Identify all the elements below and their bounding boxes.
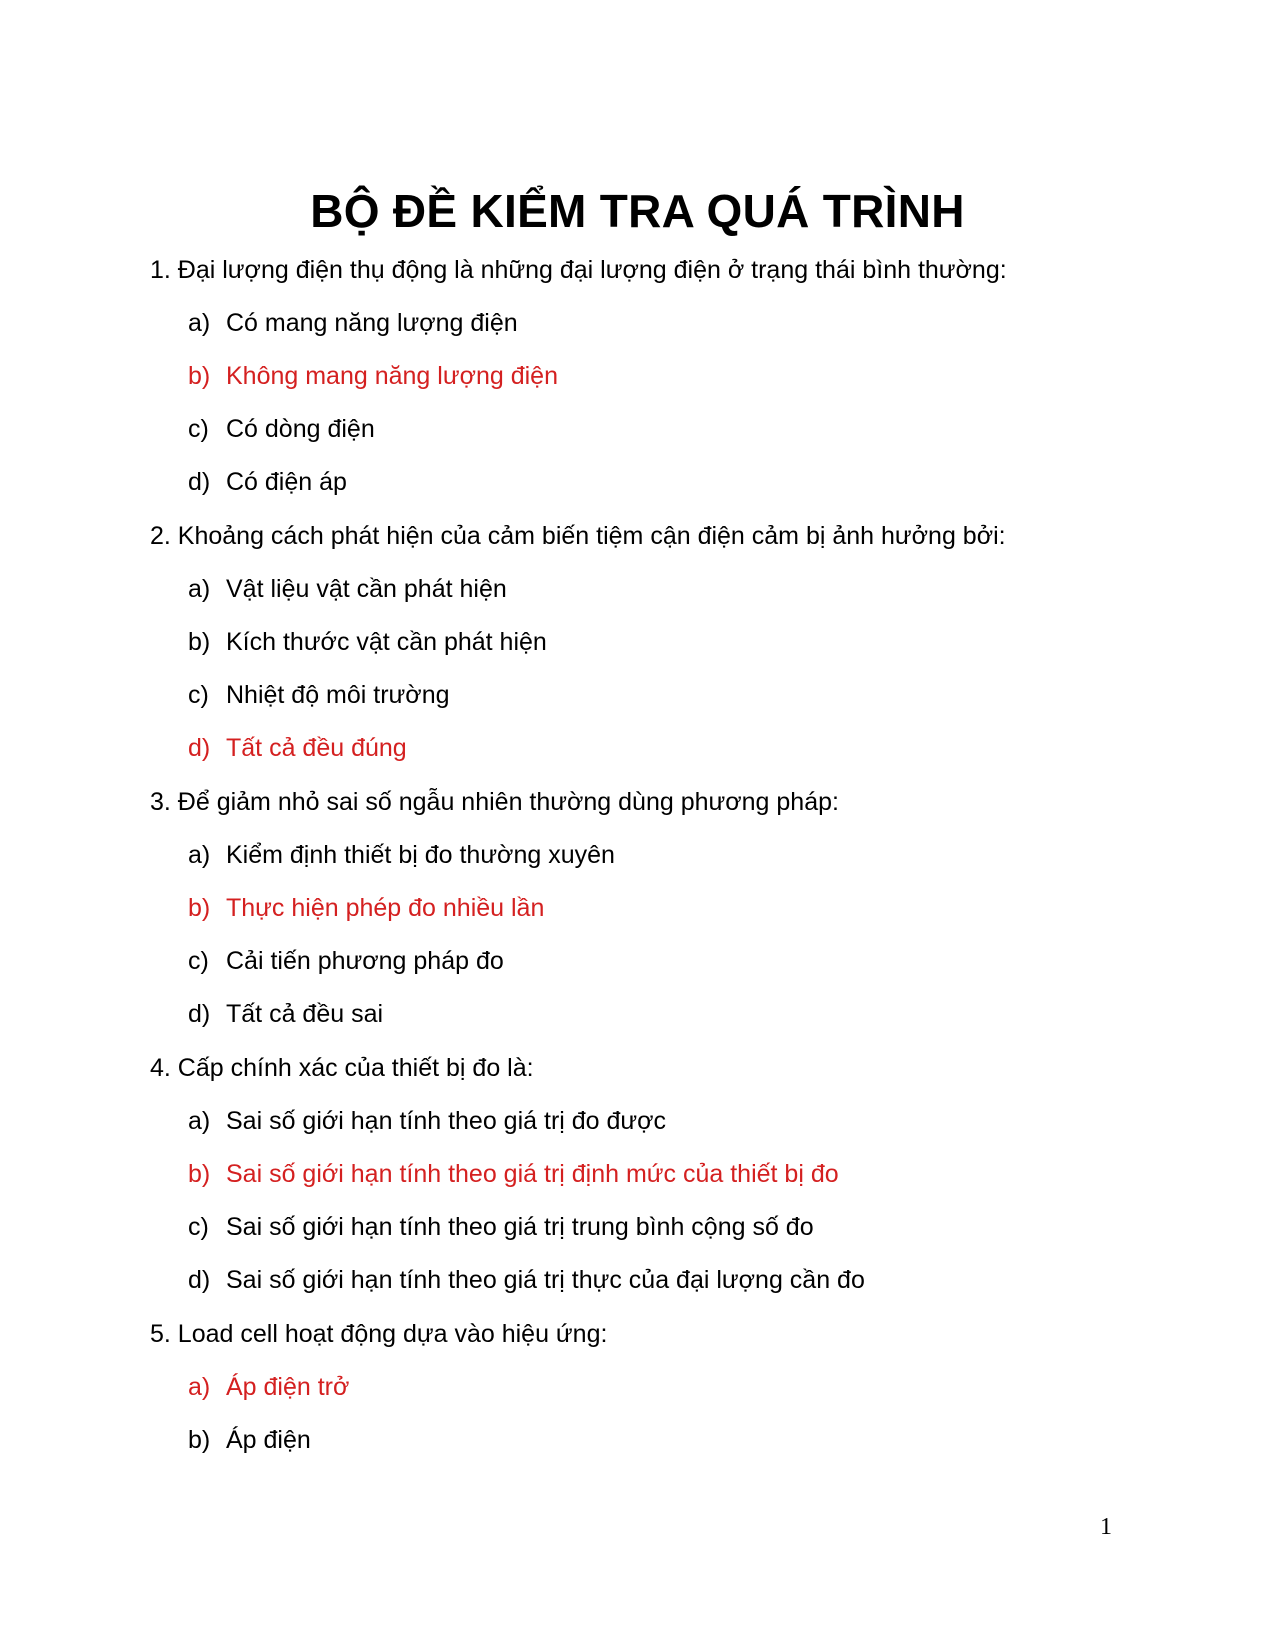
option-list	[150, 1361, 1150, 1467]
option-text: Nhiệt độ môi trường	[226, 681, 450, 709]
option-a	[188, 563, 1150, 616]
option-text: Áp điện	[226, 1426, 311, 1454]
option-a	[188, 1361, 1150, 1414]
option-letter: b)	[188, 894, 211, 922]
option-d	[188, 456, 1150, 509]
option-list	[150, 563, 1150, 775]
option-text: Có điện áp	[226, 468, 347, 496]
option-text: Áp điện trở	[226, 1373, 350, 1401]
page-number: 1	[1100, 1514, 1112, 1540]
option-b	[188, 1148, 1150, 1201]
option-list	[150, 1095, 1150, 1307]
option-letter: a)	[188, 575, 211, 603]
question-3	[150, 775, 1150, 1041]
option-a	[188, 1095, 1150, 1148]
option-d	[188, 722, 1150, 775]
option-text: Có mang năng lượng điện	[226, 309, 518, 337]
question-text: 4. Cấp chính xác của thiết bị đo là:	[150, 1054, 534, 1082]
option-letter: a)	[188, 1107, 211, 1135]
option-list	[150, 829, 1150, 1041]
option-letter: c)	[188, 1213, 209, 1241]
option-letter: a)	[188, 841, 211, 869]
question-text: 5. Load cell hoạt động dựa vào hiệu ứng:	[150, 1320, 608, 1348]
question-text: 1. Đại lượng điện thụ động là những đại lượng điện ở trạng thái bình thường:	[150, 256, 1007, 284]
question-4	[150, 1041, 1150, 1307]
option-text: Không mang năng lượng điện	[226, 362, 558, 390]
question-text: 3. Để giảm nhỏ sai số ngẫu nhiên thường dùng phương pháp:	[150, 788, 839, 816]
question-1	[150, 243, 1150, 509]
question-text: 2. Khoảng cách phát hiện của cảm biến tiệm cận điện cảm bị ảnh hưởng bởi:	[150, 522, 1006, 550]
option-text: Cải tiến phương pháp đo	[226, 947, 504, 975]
page-title: BỘ ĐỀ KIỂM TRA QUÁ TRÌNH	[310, 184, 965, 237]
option-d	[188, 1254, 1150, 1307]
option-letter: d)	[188, 1000, 211, 1028]
option-c	[188, 935, 1150, 988]
question-2	[150, 509, 1150, 775]
option-letter: c)	[188, 947, 209, 975]
option-letter: d)	[188, 1266, 211, 1294]
option-text: Tất cả đều đúng	[226, 734, 407, 762]
option-letter: c)	[188, 415, 209, 443]
option-letter: b)	[188, 362, 211, 390]
option-b	[188, 882, 1150, 935]
question-5	[150, 1307, 1150, 1467]
question-list	[150, 243, 1150, 1467]
option-letter: d)	[188, 734, 211, 762]
option-letter: b)	[188, 628, 211, 656]
option-text: Vật liệu vật cần phát hiện	[226, 575, 507, 603]
option-text: Có dòng điện	[226, 415, 375, 443]
option-a	[188, 297, 1150, 350]
option-letter: b)	[188, 1426, 211, 1454]
option-b	[188, 616, 1150, 669]
option-c	[188, 403, 1150, 456]
option-d	[188, 988, 1150, 1041]
option-letter: c)	[188, 681, 209, 709]
option-list	[150, 297, 1150, 509]
option-letter: a)	[188, 309, 211, 337]
option-c	[188, 669, 1150, 722]
option-c	[188, 1201, 1150, 1254]
option-text: Thực hiện phép đo nhiều lần	[226, 894, 545, 922]
option-a	[188, 829, 1150, 882]
option-text: Sai số giới hạn tính theo giá trị định mức của thiết bị đo	[226, 1160, 839, 1188]
option-text: Sai số giới hạn tính theo giá trị thực của đại lượng cần đo	[226, 1266, 865, 1294]
option-letter: b)	[188, 1160, 211, 1188]
option-letter: d)	[188, 468, 211, 496]
option-text: Tất cả đều sai	[226, 1000, 384, 1028]
option-text: Sai số giới hạn tính theo giá trị đo được	[226, 1107, 667, 1135]
option-text: Sai số giới hạn tính theo giá trị trung bình cộng số đo	[226, 1213, 814, 1241]
option-letter: a)	[188, 1373, 211, 1401]
option-text: Kiểm định thiết bị đo thường xuyên	[226, 841, 615, 869]
option-b	[188, 1414, 1150, 1467]
option-text: Kích thước vật cần phát hiện	[226, 628, 547, 656]
option-b	[188, 350, 1150, 403]
